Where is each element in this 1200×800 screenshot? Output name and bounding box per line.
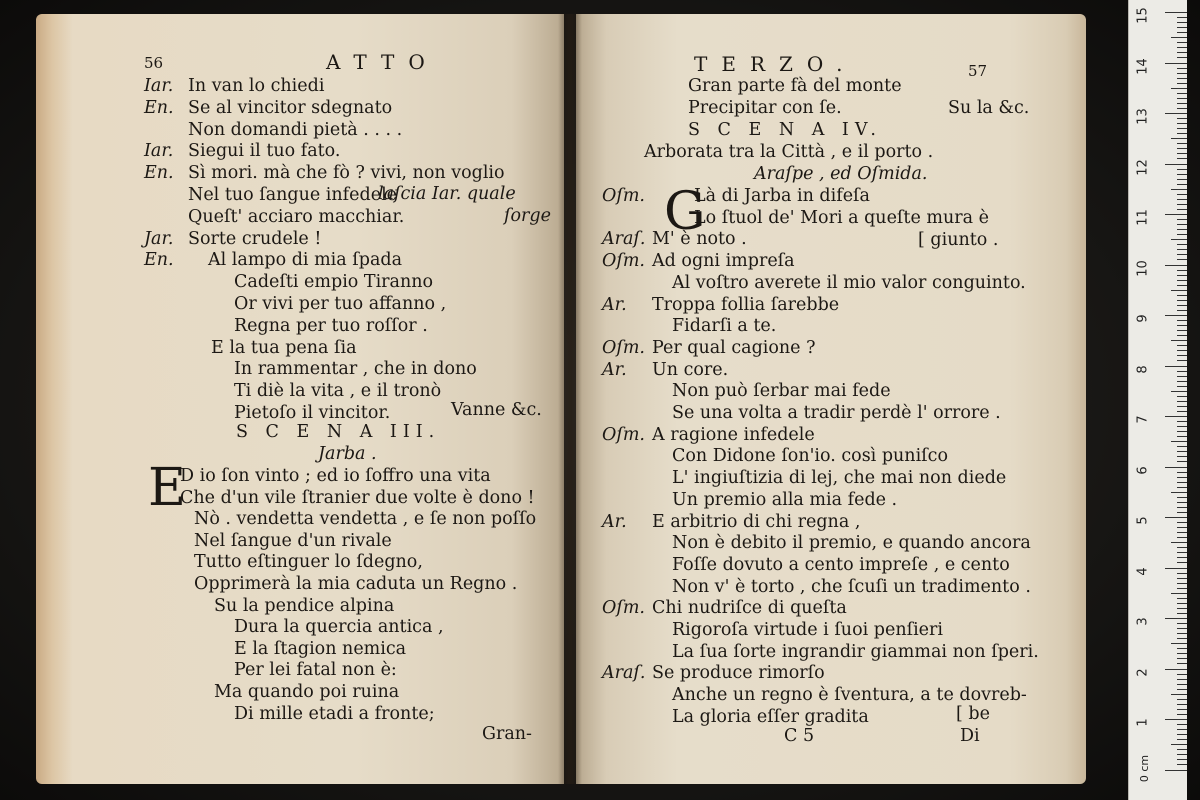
ruler-tick — [1177, 689, 1187, 690]
ruler-tick — [1177, 305, 1187, 306]
verse-line: Tutto eſtinguer lo ſdegno, — [194, 552, 423, 573]
speaker-label: En. — [144, 97, 174, 118]
speaker-label: Oſm. — [602, 251, 645, 272]
ruler-tick — [1177, 376, 1187, 377]
ruler-tick — [1177, 653, 1187, 654]
verse-line: Di mille etadi a fronte; — [234, 703, 435, 724]
ruler-number: 14 — [1135, 57, 1151, 75]
dialogue-line: E arbitrio di chi regna , — [652, 511, 861, 532]
ruler-number: 9 — [1135, 314, 1151, 323]
stage-direction-lascia: laſcia Iar. quale — [378, 184, 516, 204]
verse-line: Su la pendice alpina — [214, 595, 395, 616]
ruler-tick — [1177, 83, 1187, 84]
ruler-tick — [1177, 764, 1187, 765]
ruler-tick — [1177, 360, 1187, 361]
ruler-tick — [1177, 355, 1187, 356]
ruler-tick — [1171, 391, 1187, 392]
dialogue-line: In van lo chiedi — [188, 76, 325, 96]
ruler-tick — [1177, 537, 1187, 538]
speaker-label: Jar. — [144, 228, 174, 249]
ruler-tick — [1177, 552, 1187, 553]
ruler-number: 3 — [1135, 617, 1151, 626]
ruler-tick — [1171, 290, 1187, 291]
ruler-tick — [1177, 482, 1187, 483]
ruler-tick — [1177, 461, 1187, 462]
ruler-number: 12 — [1135, 158, 1151, 176]
ruler-tick — [1171, 643, 1187, 644]
ruler-tick — [1177, 608, 1187, 609]
ruler-tick — [1177, 633, 1187, 634]
ruler-tick — [1165, 618, 1187, 619]
ruler-tick — [1177, 598, 1187, 599]
ruler-tick — [1171, 88, 1187, 89]
ruler-tick — [1177, 335, 1187, 336]
speaker-label: En. — [144, 163, 174, 184]
ruler-tick — [1177, 562, 1187, 563]
scene-character-jarba: Jarba . — [318, 444, 377, 464]
left-running-head: ATTO — [326, 50, 439, 74]
right-page — [576, 14, 1086, 784]
dialogue-line: Anche un regno è ſventura, a te dovreb- — [672, 685, 1027, 706]
scene-characters: Araſpe , ed Oſmida. — [754, 164, 928, 184]
speaker-label: Oſm. — [602, 424, 645, 445]
ruler-tick — [1165, 669, 1187, 670]
ruler-tick — [1177, 209, 1187, 210]
ruler-tick — [1177, 739, 1187, 740]
ruler-tick — [1171, 694, 1187, 695]
ruler-tick — [1177, 52, 1187, 53]
scene-heading-iv: S C E N A IV. — [688, 120, 882, 140]
ruler-tick — [1171, 593, 1187, 594]
ruler-tick — [1177, 522, 1187, 523]
ruler-tick — [1165, 164, 1187, 165]
ruler-tick — [1177, 451, 1187, 452]
ruler-number: 8 — [1135, 364, 1151, 374]
ruler-tick — [1177, 724, 1187, 725]
dialogue-line: Non può ſerbar mai fede — [672, 381, 891, 402]
dialogue-line: A ragione infedele — [652, 424, 815, 445]
ruler-tick — [1177, 128, 1187, 129]
dialogue-line: L' ingiuſtizia di lej, che mai non diede — [672, 468, 1007, 489]
ruler-number: 15 — [1135, 7, 1151, 24]
dialogue-line: Al voſtro averete il mio valor conguinto. — [672, 272, 1026, 293]
ruler-tick — [1177, 583, 1187, 584]
ruler-tick — [1177, 749, 1187, 750]
ruler-tick — [1177, 603, 1187, 604]
ruler-tick — [1177, 320, 1187, 321]
speaker-label: Oſm. — [602, 598, 645, 619]
ruler-tick — [1177, 714, 1187, 715]
ruler-tick — [1177, 254, 1187, 255]
dialogue-line: Ad ogni impreſa — [652, 251, 795, 272]
ruler-tick — [1177, 456, 1187, 457]
dialogue-line: Nel tuo ſangue infedele — [188, 185, 398, 205]
turnover-giunto: [ giunto . — [918, 230, 999, 250]
ruler-number: 4 — [1135, 566, 1151, 576]
ruler-tick — [1177, 401, 1187, 402]
ruler-tick — [1177, 734, 1187, 735]
ruler-tick — [1177, 229, 1187, 230]
speaker-label: Ar. — [602, 359, 627, 380]
ruler-tick — [1177, 57, 1187, 58]
ruler-tick — [1177, 103, 1187, 104]
dialogue-line: Or vivi per tuo affanno , — [234, 294, 447, 314]
vanne-cue: Vanne &c. — [451, 400, 542, 420]
ruler-tick — [1177, 98, 1187, 99]
ruler-tick — [1177, 310, 1187, 311]
ruler-tick — [1177, 68, 1187, 69]
left-page — [36, 14, 564, 784]
ruler-number: 7 — [1135, 415, 1151, 424]
right-page-number: 57 — [968, 62, 988, 80]
ruler-tick — [1177, 22, 1187, 23]
verse-line: Opprimerà la mia caduta un Regno . — [194, 574, 518, 594]
verse-line: Che d'un vile ſtranier due volte è dono ! — [180, 487, 535, 508]
speaker-label: Oſm. — [602, 337, 645, 358]
ruler-tick — [1177, 219, 1187, 220]
ruler-tick — [1177, 123, 1187, 124]
ruler-tick — [1165, 265, 1187, 266]
ruler-tick — [1177, 174, 1187, 175]
stage-direction-sorge: ſorge — [504, 206, 551, 226]
dialogue-line: Sorte crudele ! — [188, 228, 322, 249]
ruler-tick — [1177, 184, 1187, 185]
ruler-tick — [1177, 699, 1187, 700]
ruler-tick — [1165, 416, 1187, 417]
ruler-tick — [1177, 527, 1187, 528]
dialogue-line: Non domandi pietà . . . . — [188, 119, 403, 140]
drop-cap-e: E — [148, 458, 186, 518]
ruler-tick — [1177, 431, 1187, 432]
ruler-tick — [1177, 613, 1187, 614]
ruler-tick — [1165, 113, 1187, 114]
turnover-be: [ be — [956, 704, 990, 724]
ruler-tick — [1177, 108, 1187, 109]
ruler-tick — [1177, 638, 1187, 639]
ruler-tick — [1177, 285, 1187, 286]
dialogue-line: La gloria eſſer gradita — [672, 706, 869, 727]
ruler-tick — [1177, 199, 1187, 200]
ruler-tick — [1177, 270, 1187, 271]
ruler-tick — [1177, 224, 1187, 225]
ruler-tick — [1177, 148, 1187, 149]
ruler-tick — [1177, 143, 1187, 144]
dialogue-line: Pietoſo il vincitor. — [234, 403, 391, 423]
dialogue-line: Rigoroſa virtude i ſuoi penſieri — [672, 620, 943, 640]
ruler-tick — [1177, 118, 1187, 119]
ruler-tick — [1177, 628, 1187, 629]
ruler-unit-label: 0 cm — [1138, 754, 1152, 783]
ruler-tick — [1177, 280, 1187, 281]
ruler-tick — [1171, 441, 1187, 442]
ruler-tick — [1165, 315, 1187, 316]
ruler-tick — [1177, 234, 1187, 235]
ruler-tick — [1177, 194, 1187, 195]
ruler-tick — [1177, 73, 1187, 74]
dialogue-line: Troppa follia ſarebbe — [652, 294, 840, 315]
ruler-tick — [1177, 674, 1187, 675]
dialogue-line: La ſua ſorte ingrandir giammai non ſperi. — [672, 641, 1039, 662]
open-book — [36, 14, 1086, 784]
ruler-tick — [1177, 204, 1187, 205]
dialogue-line: Se al vincitor sdegnato — [188, 97, 393, 118]
scene-heading-iii: S C E N A III. — [236, 422, 441, 442]
ruler-tick — [1177, 648, 1187, 649]
verse-line: Dura la quercia antica , — [234, 617, 444, 638]
ruler-tick — [1177, 487, 1187, 488]
ruler-tick — [1177, 588, 1187, 589]
ruler-tick — [1171, 340, 1187, 341]
scene-setting: Arborata tra la Città , e il porto . — [644, 142, 934, 162]
ruler-number: 2 — [1135, 667, 1151, 677]
ruler-tick — [1177, 47, 1187, 48]
ruler-tick — [1177, 578, 1187, 579]
ruler-tick — [1177, 249, 1187, 250]
ruler-tick — [1177, 345, 1187, 346]
ruler-tick — [1177, 93, 1187, 94]
right-top-line-1: Gran parte fà del monte — [688, 76, 902, 96]
dialogue-line: Un premio alla mia fede . — [672, 489, 898, 510]
ruler-tick — [1177, 497, 1187, 498]
ruler-tick — [1177, 421, 1187, 422]
ruler-tick — [1165, 214, 1187, 215]
ruler-tick — [1177, 754, 1187, 755]
signature-mark: C 5 — [784, 726, 815, 746]
ruler-tick — [1165, 568, 1187, 569]
dialogue-line: Se produce rimorſo — [652, 663, 825, 684]
ruler-tick — [1177, 709, 1187, 710]
ruler-tick — [1177, 300, 1187, 301]
verse-line: Nò . vendetta vendetta , e ſe non poſſo — [194, 509, 537, 530]
dialogue-line: Non è debito il premio, e quando ancora — [672, 533, 1031, 554]
ruler-tick — [1177, 759, 1187, 760]
measuring-ruler — [1128, 0, 1187, 800]
speaker-label: Ar. — [602, 511, 627, 532]
dialogue-line: Regna per tuo roſſor . — [234, 315, 428, 336]
ruler-tick — [1177, 330, 1187, 331]
dialogue-line: Fidarſi a te. — [672, 316, 777, 337]
ruler-tick — [1165, 770, 1187, 771]
ruler-tick — [1177, 507, 1187, 508]
ruler-tick — [1177, 350, 1187, 351]
ruler-number: 11 — [1135, 209, 1151, 226]
ruler-tick — [1171, 189, 1187, 190]
dialogue-line: Sì mori. mà che fò ? vivi, non voglio — [188, 163, 505, 184]
ruler-tick — [1177, 663, 1187, 664]
ruler-number: 13 — [1135, 108, 1151, 125]
speaker-label: Araſ. — [602, 229, 646, 250]
speaker-label: Iar. — [144, 76, 174, 96]
ruler-number: 6 — [1135, 465, 1151, 475]
ruler-tick — [1171, 37, 1187, 38]
dialogue-line: Con Didone ſon'io. così puniſco — [672, 446, 948, 467]
ruler-tick — [1177, 573, 1187, 574]
dialogue-line: Ti diè la vita , e il tronò — [234, 381, 442, 402]
ruler-tick — [1177, 325, 1187, 326]
ruler-tick — [1177, 179, 1187, 180]
right-top-line-2: Precipitar con ſe. — [688, 98, 842, 118]
ruler-tick — [1177, 295, 1187, 296]
ruler-tick — [1177, 158, 1187, 159]
dialogue-line: Per qual cagione ? — [652, 337, 816, 358]
ruler-tick — [1171, 542, 1187, 543]
ruler-number: 5 — [1135, 516, 1151, 525]
ruler-tick — [1177, 684, 1187, 685]
dialogue-line: Siegui il tuo fato. — [188, 141, 341, 162]
ruler-tick — [1177, 426, 1187, 427]
dialogue-line: Chi nudriſce di queſta — [652, 598, 847, 619]
ruler-tick — [1171, 138, 1187, 139]
ruler-tick — [1177, 153, 1187, 154]
left-catchword: Gran- — [482, 724, 532, 744]
ruler-tick — [1177, 411, 1187, 412]
speaker-label: Ar. — [602, 294, 627, 315]
ruler-tick — [1171, 744, 1187, 745]
ruler-tick — [1177, 17, 1187, 18]
ruler-tick — [1177, 381, 1187, 382]
speaker-label: Araſ. — [602, 663, 646, 684]
dialogue-line: Un core. — [652, 359, 729, 380]
ruler-tick — [1177, 623, 1187, 624]
ruler-tick — [1177, 679, 1187, 680]
right-catchword: Di — [960, 726, 980, 746]
ruler-tick — [1177, 547, 1187, 548]
dialogue-line: E la tua pena ſia — [211, 337, 357, 358]
ruler-tick — [1165, 517, 1187, 518]
ruler-number: 10 — [1135, 259, 1151, 277]
book-gutter — [558, 14, 582, 784]
ruler-tick — [1177, 42, 1187, 43]
ruler-tick — [1177, 78, 1187, 79]
right-running-head: TERZO. — [694, 52, 857, 76]
ruler-tick — [1177, 133, 1187, 134]
ruler-tick — [1171, 492, 1187, 493]
ruler-tick — [1165, 63, 1187, 64]
ruler-number: 1 — [1135, 718, 1151, 727]
ruler-tick — [1165, 366, 1187, 367]
speaker-label: Oſm. — [602, 186, 645, 206]
ruler-tick — [1177, 386, 1187, 387]
ruler-tick — [1177, 275, 1187, 276]
ruler-tick — [1177, 446, 1187, 447]
dialogue-line: In rammentar , che in dono — [234, 359, 477, 380]
dialogue-line: Al lampo di mia ſpada — [208, 250, 403, 271]
left-page-number: 56 — [144, 54, 164, 72]
dialogue-line: Lo ſtuol de' Mori a queſte mura è — [694, 207, 989, 228]
verse-line: Ma quando poi ruina — [214, 682, 400, 702]
ruler-tick — [1177, 472, 1187, 473]
ruler-tick — [1177, 371, 1187, 372]
ruler-tick — [1177, 532, 1187, 533]
verse-line: Per lei fatal non è: — [234, 660, 397, 681]
ruler-tick — [1165, 12, 1187, 13]
ruler-tick — [1171, 239, 1187, 240]
ruler-tick — [1177, 557, 1187, 558]
dialogue-line: Se una volta a tradir perdè l' orrore . — [672, 403, 1001, 423]
dialogue-line: M' è noto . — [652, 229, 747, 250]
ruler-tick — [1177, 729, 1187, 730]
ruler-tick — [1177, 406, 1187, 407]
dialogue-line: Cadeſti empio Tiranno — [234, 272, 434, 293]
su-la-cue: Su la &c. — [948, 98, 1030, 118]
drop-cap-g: G — [664, 182, 706, 242]
dialogue-line: Non v' è torto , che ſcuſi un tradimento . — [672, 576, 1031, 597]
ruler-tick — [1177, 436, 1187, 437]
ruler-tick — [1177, 512, 1187, 513]
dialogue-line: Foſſe dovuto a cento impreſe , e cento — [672, 554, 1010, 575]
ruler-tick — [1165, 719, 1187, 720]
dialogue-line: Là di Jarba in difeſa — [694, 186, 870, 206]
ruler-tick — [1177, 502, 1187, 503]
speaker-label: Iar. — [144, 141, 174, 162]
ruler-tick — [1177, 477, 1187, 478]
ruler-tick — [1165, 467, 1187, 468]
verse-line: Nel ſangue d'un rivale — [194, 530, 392, 551]
ruler-tick — [1177, 259, 1187, 260]
dialogue-line: Queſt' acciaro macchiar. — [188, 206, 405, 227]
ruler-tick — [1177, 27, 1187, 28]
ruler-tick — [1177, 244, 1187, 245]
ruler-tick — [1177, 704, 1187, 705]
verse-line: E la ſtagion nemica — [234, 638, 407, 659]
ruler-tick — [1177, 32, 1187, 33]
ruler-tick — [1177, 396, 1187, 397]
ruler-tick — [1177, 169, 1187, 170]
ruler-tick — [1177, 658, 1187, 659]
verse-line: D io ſon vinto ; ed io ſoffro una vita — [180, 466, 491, 486]
speaker-label: En. — [144, 250, 174, 271]
